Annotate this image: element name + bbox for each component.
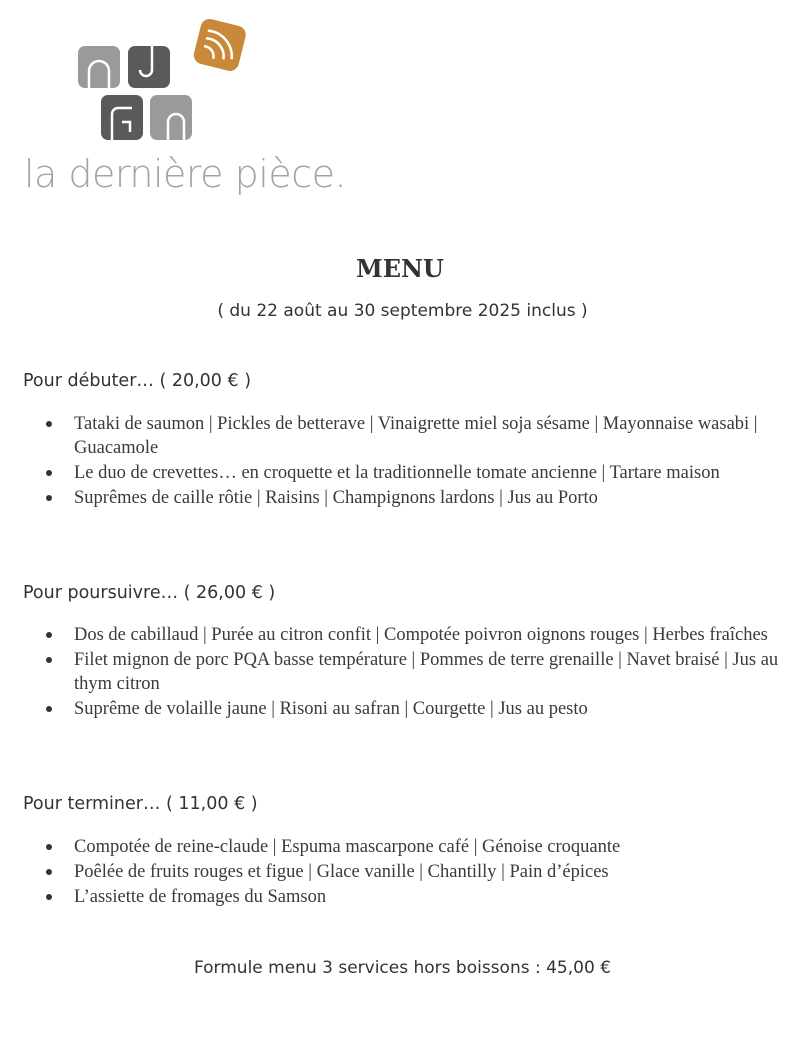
list-item: Compotée de reine-claude | Espuma mascarpone café | Génoise croquante [46,835,786,859]
bullet-icon [46,657,52,663]
desserts-list [46,835,786,910]
list-item: Suprêmes de caille rôtie | Raisins | Champignons lardons | Jus au Porto [46,486,786,510]
list-item: Suprême de volaille jaune | Risoni au safran | Courgette | Jus au pesto [46,697,786,721]
menu-formula: Formule menu 3 services hors boissons : 45,00 € [193,958,612,978]
logo-wordmark: la dernière pièce. [24,152,347,196]
logo-tile-2 [128,46,170,88]
starters-list [46,412,786,511]
section-title-desserts: Pour terminer… ( 11,00 € ) [23,794,258,814]
list-item: Poêlée de fruits rouges et figue | Glace vanille | Chantilly | Pain d’épices [46,860,786,884]
menu-title: MENU [356,254,444,283]
logo-tile-4 [101,95,143,140]
list-item: Le duo de crevettes… en croquette et la traditionnelle tomate ancienne | Tartare maison [46,461,786,485]
section-title-mains: Pour poursuivre… ( 26,00 € ) [23,583,276,603]
bullet-icon [46,706,52,712]
list-item: L’assiette de fromages du Samson [46,885,786,909]
mains-list [46,623,786,722]
menu-period: ( du 22 août au 30 septembre 2025 inclus ) [217,301,588,321]
list-item: Filet mignon de porc PQA basse température | Pommes de terre grenaille | Navet braisé | Jus au thym citron [46,648,786,696]
logo-tile-1 [78,46,120,88]
bullet-icon [46,844,52,850]
list-item: Dos de cabillaud | Purée au citron confit | Compotée poivron oignons rouges | Herbes fraîches [46,623,786,647]
bullet-icon [46,470,52,476]
bullet-icon [46,869,52,875]
section-title-starters: Pour débuter… ( 20,00 € ) [23,371,252,391]
list-item: Tataki de saumon | Pickles de betterave | Vinaigrette miel soja sésame | Mayonnaise wasabi | Guacamole [46,412,786,460]
restaurant-logo [22,18,347,208]
bullet-icon [46,894,52,900]
bullet-icon [46,495,52,501]
logo-tile-5 [150,95,192,140]
logo-mark [22,18,262,148]
bullet-icon [46,632,52,638]
bullet-icon [46,421,52,427]
logo-tile-3 [192,18,248,73]
